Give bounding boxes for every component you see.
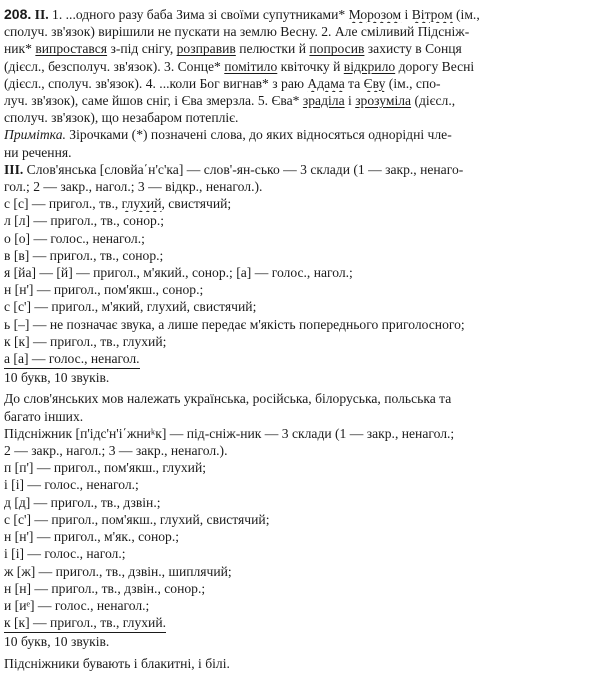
sound-row: о [о] — голос., ненагол.; <box>4 230 145 246</box>
text: с [с] — пригол., тв., <box>4 196 122 212</box>
part3-line-1 <box>4 161 588 178</box>
underlined-word: помітило <box>224 58 278 74</box>
sound-row-last <box>4 350 588 369</box>
part2-line-1 <box>4 6 588 23</box>
text: ни речення. <box>4 144 72 160</box>
note-label: Примітка. <box>4 127 66 143</box>
text: к [к] — пригол., тв., глухий. <box>4 614 166 633</box>
sound-row <box>4 195 588 212</box>
text: ник* <box>4 41 36 57</box>
part2-line-7 <box>4 109 588 126</box>
underlined-word: зрозуміла <box>355 93 412 109</box>
text: Слов'янська [словйа΄н'с'ка] — слов'-ян-сько — 3 склади (1 — закр., ненаго- <box>23 161 464 177</box>
sound-row: я [йа] — [й] — пригол., м'який., сонор.; [а] — голос., нагол.; <box>4 265 353 281</box>
text: а [а] — голос., ненагол. <box>4 350 140 369</box>
part2-line-3 <box>4 40 588 57</box>
text: Зірочками (*) позначені слова, до яких відносяться однорідні чле- <box>65 127 452 143</box>
count-line: 10 букв, 10 звуків. <box>4 370 110 386</box>
underlined-word: розправив <box>176 41 236 57</box>
sound-row: в [в] — пригол., тв., сонор.; <box>4 247 164 263</box>
sound-row: і [і] — голос., нагол.; <box>4 546 126 562</box>
text: (дієсл., сполуч. зв'язок). 4. ...коли Бог вигнав* з раю <box>4 75 308 91</box>
text: гол.; 2 — закр., нагол.; 3 — відкр., ненагол.). <box>4 179 263 195</box>
underlined-word: випростався <box>35 41 108 57</box>
part2-line-5 <box>4 75 588 92</box>
part2-line-4 <box>4 58 588 75</box>
text: і <box>344 93 356 109</box>
paragraph-line-1: До слов'янських мов належать українська, російська, білоруська, польська та <box>4 391 452 407</box>
text: (ім., спо- <box>385 75 441 91</box>
underlined-word: зраділа <box>302 93 345 109</box>
part3-line-2 <box>4 178 588 195</box>
underlined-word: Вітром <box>411 7 453 22</box>
word2-line-1: Підсніжник [п'ідс'н'і΄жниᵏк] — під-сніж-ник — 3 склади (1 — закр., ненагол.; <box>4 425 455 441</box>
sound-row: н [н'] — пригол., м'як., сонор.; <box>4 529 179 545</box>
text: 1. ...одного разу баба Зима зі своїми супутниками* <box>52 7 349 22</box>
text: сполуч. зв'язок) вирішили не пускати на землю Весну. 2. Але сміливий Підсніж- <box>4 24 470 40</box>
underlined-word: попросив <box>309 41 365 57</box>
text: захисту в Сонця <box>364 41 462 57</box>
text: пелюстки й <box>235 41 310 57</box>
sound-row: п [п'] — пригол., пом'якш., глухий; <box>4 460 206 476</box>
sound-row: ж [ж] — пригол., тв., дзвін., шиплячий; <box>4 563 232 579</box>
underlined-word: Морозом <box>348 7 402 22</box>
part3-label: III. <box>4 161 24 177</box>
text: (дієсл., безсполуч. зв'язок). 3. Сонце* <box>4 58 225 74</box>
note-line-1 <box>4 126 588 143</box>
underlined-word: Адама <box>307 75 345 91</box>
sound-row: к [к] — пригол., тв., глухий; <box>4 333 167 349</box>
sound-row: д [д] — пригол., тв., дзвін.; <box>4 494 161 510</box>
part2-line-6 <box>4 92 588 109</box>
part2-label: II. <box>34 7 49 22</box>
text: та <box>344 75 364 91</box>
sound-row-last <box>4 614 588 633</box>
sound-row: с [с'] — пригол., пом'якш., глухий, свистячий; <box>4 511 270 527</box>
exercise-number: 208. <box>4 6 32 22</box>
text: (ім., <box>452 7 480 22</box>
word2-line-2: 2 — закр., нагол.; 3 — закр., ненагол.). <box>4 443 228 459</box>
sound-row: л [л] — пригол., тв., сонор.; <box>4 213 165 229</box>
sound-row: ь [–] — не позначає звука, а лише передає м'якість попереднього приголосного; <box>4 316 465 332</box>
paragraph-line-2: багато інших. <box>4 408 84 424</box>
text: сполуч. зв'язок), що незабаром потепліє. <box>4 110 239 126</box>
part2-line-2 <box>4 23 588 40</box>
text: дорогу Весні <box>395 58 475 74</box>
sound-row: и [иᵉ] — голос., ненагол.; <box>4 597 150 613</box>
sound-row: с [с'] — пригол., м'який, глухий, свистячий; <box>4 299 257 315</box>
text: квіточку й <box>277 58 344 74</box>
sound-row: н [н'] — пригол., пом'якш., сонор.; <box>4 282 204 298</box>
final-sentence: Підсніжники бувають і блакитні, і білі. <box>4 655 230 671</box>
count-line: 10 букв, 10 звуків. <box>4 634 110 650</box>
text: луч. зв'язок), саме йшов сніг, і Єва змерзла. 5. Єва* <box>4 93 303 109</box>
wavy-word: глухий <box>121 196 162 212</box>
underlined-word: відкрило <box>343 58 396 74</box>
note-line-2 <box>4 144 588 161</box>
sound-row: і [і] — голос., ненагол.; <box>4 477 139 493</box>
text: з-під снігу, <box>107 41 177 57</box>
underlined-word: Єву <box>363 75 386 91</box>
sound-row: н [н] — пригол., тв., дзвін., сонор.; <box>4 580 206 596</box>
text: (дієсл., <box>411 93 456 109</box>
text: , свистячий; <box>161 196 232 212</box>
text: і <box>401 7 412 22</box>
